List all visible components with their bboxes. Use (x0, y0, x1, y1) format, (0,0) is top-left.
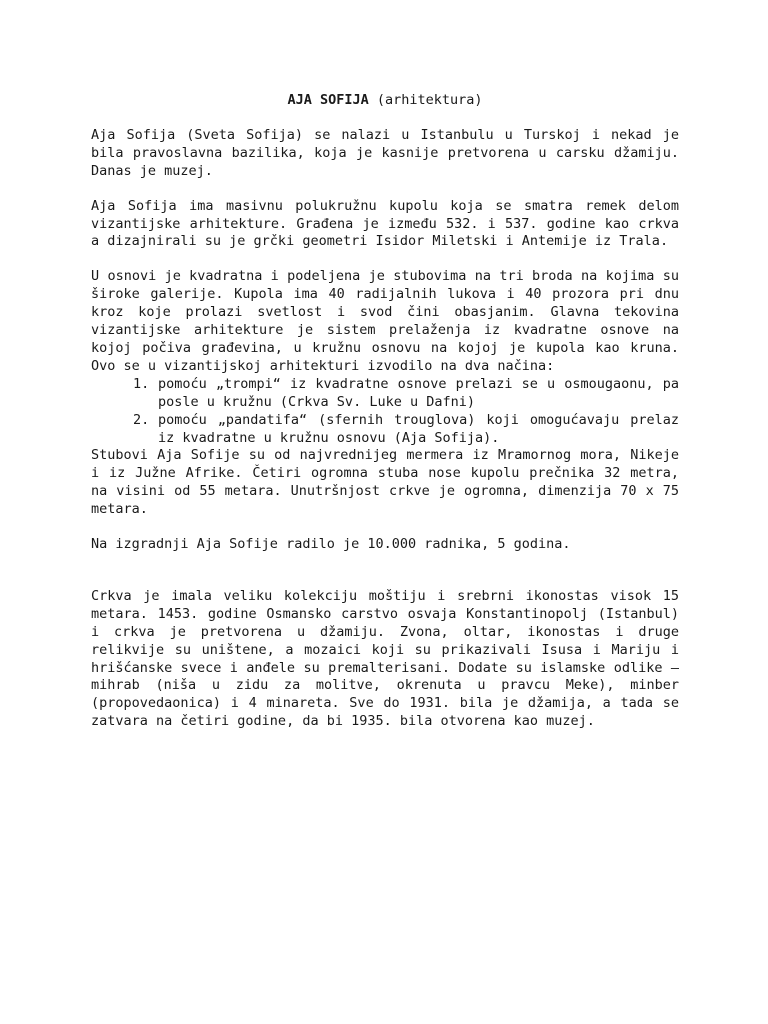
document-body (91, 92, 679, 731)
list-item (133, 411, 679, 448)
list-item (133, 375, 679, 412)
paragraph-columns: Stubovi Aja Sofije su od najvrednijeg mermera iz Mramornog mora, Nikeje i iz Južne Afrike. Četiri ogromna stuba nose kupolu prečnika 32 metra, na visini od 55 metara. Unutršnjost crkve je ogromna, dimenzija 70 x 75 metara. (91, 447, 679, 518)
paragraph-history: Crkva je imala veliku kolekciju moštiju i srebrni ikonostas visok 15 metara. 1453. godine Osmansko carstvo osvaja Konstantinopolj (Istanbul) i crkva je pretvorena u džamiju. Zvona, oltar, ikonostas i druge relikvije su uništene, a mozaici koji su prikazivali Isusa i Mariju i hrišćanske svece i anđele su premalterisani. Dodate su islamske odlike – mihrab (niša u zidu za molitve, okrenuta u pravcu Meke), minber (propovedaonica) i 4 minareta. Sve do 1931. bila je džamija, a tada se zatvara na četiri godine, da bi 1935. bila otvorena kao muzej. (91, 587, 679, 730)
title-suffix: (arhitektura) (368, 92, 483, 108)
paragraph-intro: Aja Sofija (Sveta Sofija) se nalazi u Istanbulu u Turskoj i nekad je bila pravoslavna bazilika, koja je kasnije pretvorena u carsku džamiju. Danas je muzej. (91, 126, 679, 179)
paragraph-dome: Aja Sofija ima masivnu polukružnu kupolu koja se smatra remek delom vizantijske arhitekture. Građena je između 532. i 537. godine kao crkva a dizajnirali su je grčki geometri Isidor Miletski i Antemije iz Trala. (91, 197, 679, 250)
paragraph-workers: Na izgradnji Aja Sofije radilo je 10.000 radnika, 5 godina. (91, 536, 571, 553)
title-main: AJA SOFIJA (287, 92, 369, 108)
list-item-number: 1. (133, 375, 150, 392)
document-title (91, 92, 679, 110)
paragraph-structure: U osnovi je kvadratna i podeljena je stubovima na tri broda na kojima su široke galerije. Kupola ima 40 radijalnih lukova i 40 prozora pri dnu kroz koje prolazi svetlost i svod čini obasjanim. Glavna tekovina vizantijske arhitekture je sistem prelaženja iz kvadratne osnove na kojoj počiva građevina, u kružnu osnovu na kojoj je kupola kao kruna. Ovo se u vizantijskoj arhitekturi izvodilo na dva načina: (91, 268, 679, 374)
list-item-text: pomoću „pandatifa“ (sfernih trouglova) koji omogućavaju prelaz iz kvadratne u kružnu osnovu (Aja Sofija). (158, 411, 679, 446)
list-item-number: 2. (133, 411, 150, 428)
list-item-text: pomoću „trompi“ iz kvadratne osnove prelazi se u osmougaonu, pa posle u kružnu (Crkva Sv. Luke u Dafni) (158, 375, 679, 410)
methods-list (91, 376, 679, 448)
